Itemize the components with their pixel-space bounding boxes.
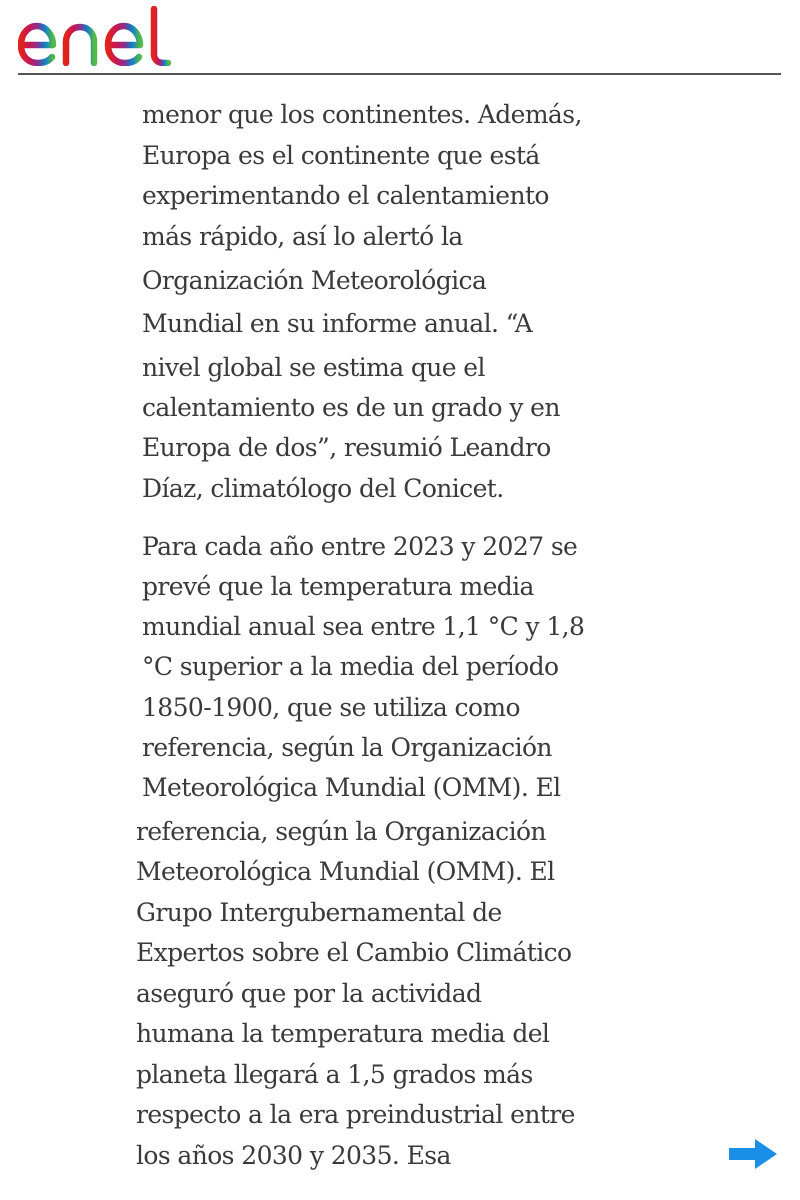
article-line: Díaz, climatólogo del Conicet. [142, 474, 504, 503]
article-line: aseguró que por la actividad [136, 979, 482, 1008]
article-line: Organización Meteorológica [142, 266, 487, 295]
article-line: más rápido, así lo alertó la [142, 222, 463, 251]
article-line: respecto a la era preindustrial entre [136, 1100, 575, 1129]
article-line: nivel global se estima que el [142, 353, 485, 382]
article-line: prevé que la temperatura media [142, 572, 534, 601]
article-line: humana la temperatura media del [136, 1019, 550, 1048]
article-line: Mundial en su informe anual. “A [142, 309, 533, 338]
article-line: 1850-1900, que se utiliza como [142, 693, 520, 722]
article-line: mundial anual sea entre 1,1 °C y 1,8 [142, 612, 585, 641]
article-line: referencia, según la Organización [142, 733, 552, 762]
article-line: °C superior a la media del período [142, 652, 559, 681]
article-line: Meteorológica Mundial (OMM). El [136, 857, 555, 886]
article-line: experimentando el calentamiento [142, 181, 549, 210]
article-line: Europa de dos”, resumió Leandro [142, 433, 551, 462]
article-line: calentamiento es de un grado y en [142, 393, 560, 422]
article-line: referencia, según la Organización [136, 817, 546, 846]
article-line: Europa es el continente que está [142, 141, 540, 170]
article-line: planeta llegará a 1,5 grados más [136, 1060, 533, 1089]
article-line: Grupo Intergubernamental de [136, 898, 502, 927]
article-line: menor que los continentes. Además, [142, 100, 582, 129]
article-line: Expertos sobre el Cambio Climático [136, 938, 572, 967]
arrow-right-icon[interactable] [726, 1136, 780, 1172]
article-line: Para cada año entre 2023 y 2027 se [142, 532, 578, 561]
article-line: los años 2030 y 2035. Esa [136, 1141, 451, 1170]
article-line: Meteorológica Mundial (OMM). El [142, 773, 561, 802]
